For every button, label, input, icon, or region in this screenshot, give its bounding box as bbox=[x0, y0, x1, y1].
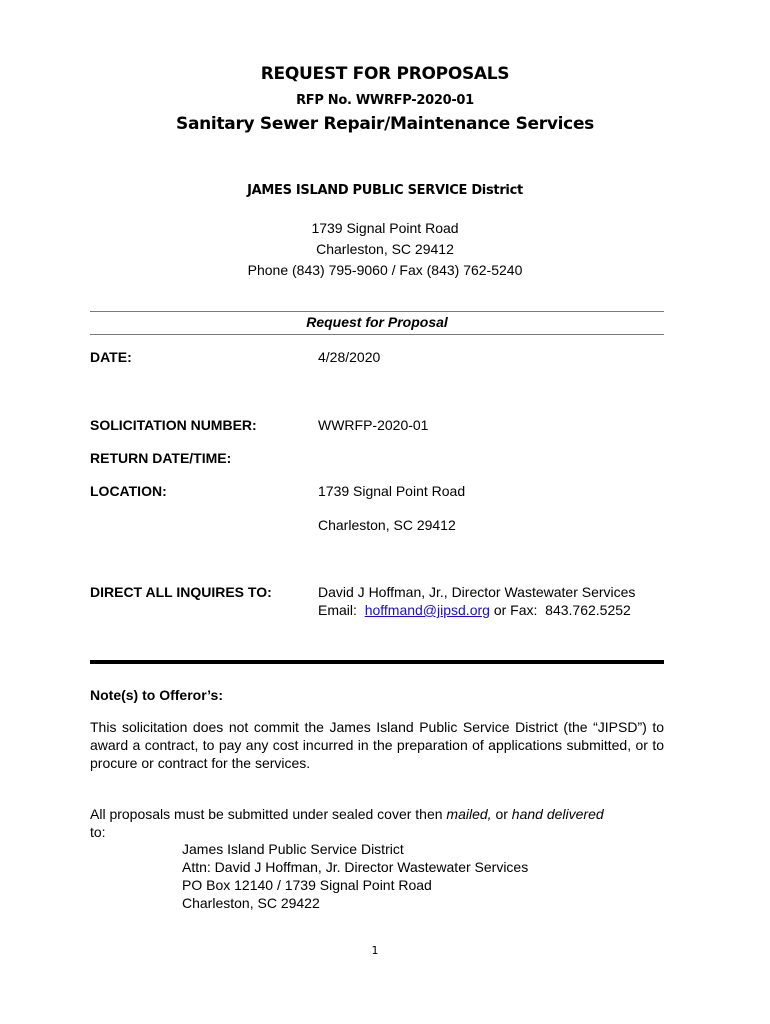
submission-instructions bbox=[90, 805, 664, 823]
submission-text: All proposals must be submitted under sealed cover then bbox=[90, 806, 447, 822]
rfp-number: RFP No. WWRFP-2020-01 bbox=[296, 93, 474, 108]
document-title: REQUEST FOR PROPOSALS bbox=[260, 64, 510, 84]
section-divider bbox=[90, 660, 664, 664]
date-value: 4/28/2020 bbox=[318, 349, 381, 365]
section-heading: Request for Proposal bbox=[306, 314, 448, 330]
submission-to: to: bbox=[90, 824, 106, 840]
solicitation-value: WWRFP-2020-01 bbox=[318, 417, 429, 433]
mailed-text: mailed, bbox=[446, 806, 492, 822]
organization-name: JAMES ISLAND PUBLIC SERVICE District bbox=[247, 183, 523, 198]
location-line2: Charleston, SC 29412 bbox=[318, 517, 456, 533]
divider-bottom bbox=[90, 334, 664, 335]
location-line1: 1739 Signal Point Road bbox=[318, 483, 466, 499]
email-link[interactable]: hoffmand@jipsd.org bbox=[364, 602, 490, 618]
mailing-address-line4: Charleston, SC 29422 bbox=[182, 895, 320, 911]
mailing-address-line3: PO Box 12140 / 1739 Signal Point Road bbox=[182, 877, 432, 893]
hand-delivered-text: hand delivered bbox=[511, 806, 604, 822]
return-date-label: RETURN DATE/TIME: bbox=[90, 450, 232, 466]
notes-heading: Note(s) to Offeror’s: bbox=[90, 687, 223, 703]
org-address-line2: Charleston, SC 29412 bbox=[316, 241, 454, 257]
org-phone-fax: Phone (843) 795-9060 / Fax (843) 762-5240 bbox=[247, 262, 523, 278]
solicitation-label: SOLICITATION NUMBER: bbox=[90, 417, 257, 433]
date-label: DATE: bbox=[90, 349, 132, 365]
inquiries-email-line bbox=[318, 602, 631, 618]
notes-paragraph: This solicitation does not commit the James Island Public Service District (the “JIPSD”) to award a contract, to pay any cost incurred in the preparation of applications submitted, or to procure or contract for the services. bbox=[90, 719, 664, 771]
email-prefix: Email: bbox=[318, 602, 365, 618]
inquiries-contact: David J Hoffman, Jr., Director Wastewater Services bbox=[318, 584, 636, 600]
location-label: LOCATION: bbox=[90, 483, 167, 499]
rfp-subject: Sanitary Sewer Repair/Maintenance Services bbox=[176, 114, 594, 134]
or-text: or bbox=[491, 806, 512, 822]
fax-text: or Fax: 843.762.5252 bbox=[489, 602, 631, 618]
divider-top bbox=[90, 311, 664, 312]
inquiries-label: DIRECT ALL INQUIRES TO: bbox=[90, 584, 272, 600]
page-number: 1 bbox=[371, 944, 379, 957]
org-address-line1: 1739 Signal Point Road bbox=[311, 220, 459, 236]
mailing-address-line2: Attn: David J Hoffman, Jr. Director Wastewater Services bbox=[182, 859, 529, 875]
mailing-address-line1: James Island Public Service District bbox=[182, 841, 404, 857]
